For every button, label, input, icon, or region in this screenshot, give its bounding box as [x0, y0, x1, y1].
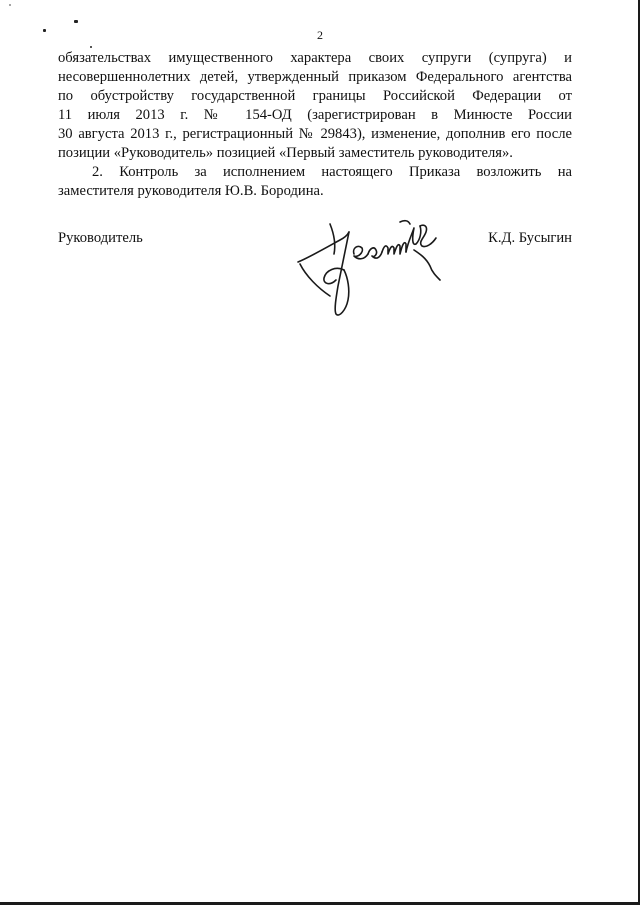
- body-line: несовершеннолетних детей, утвержденный приказом Федерального агентства: [58, 69, 572, 85]
- signature-icon: [296, 214, 446, 318]
- body-line: позиции «Руководитель» позицией «Первый заместитель руководителя».: [58, 145, 513, 161]
- page-number: 2: [317, 28, 323, 42]
- body-line: заместителя руководителя Ю.В. Бородина.: [58, 183, 324, 199]
- body-line: обязательствах имущественного характера своих супруги (супруга) и: [58, 50, 572, 66]
- signatory-title: Руководитель: [58, 230, 143, 246]
- scan-speck: [74, 20, 78, 23]
- document-body: [58, 49, 572, 201]
- signatory-name: К.Д. Бусыгин: [488, 230, 572, 246]
- body-line: 2. Контроль за исполнением настоящего Приказа возложить на: [92, 164, 572, 180]
- body-line: 30 августа 2013 г., регистрационный № 29843), изменение, дополнив его после: [58, 126, 572, 142]
- body-line: по обустройству государственной границы Российской Федерации от: [58, 88, 572, 104]
- scan-speck: [9, 4, 11, 6]
- body-line: 11 июля 2013 г. № 154-ОД (зарегистрирован в Минюсте России: [58, 107, 572, 123]
- scan-speck: [90, 46, 92, 48]
